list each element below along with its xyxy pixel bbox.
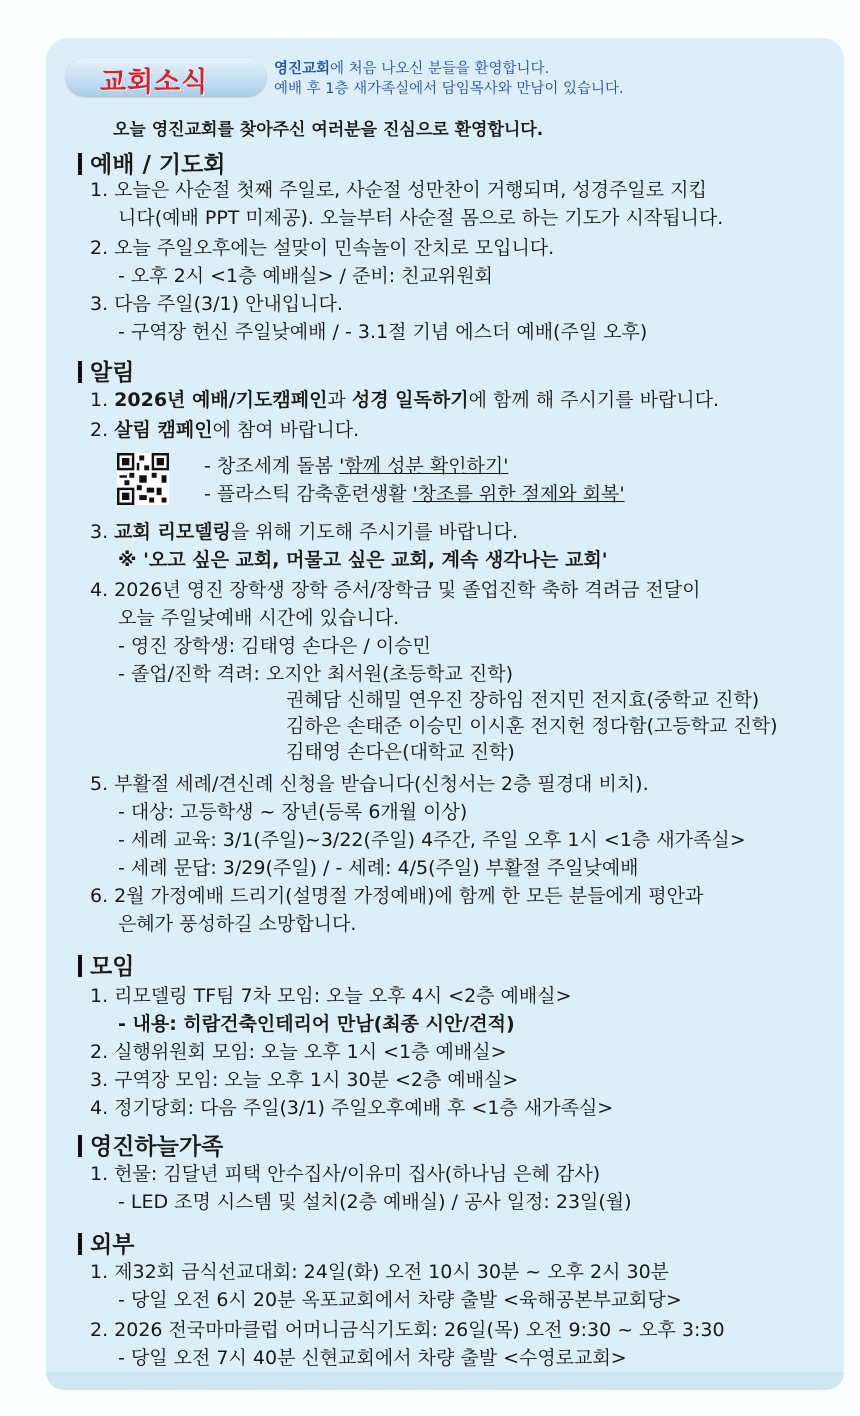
worship-item-3: 3. 다음 주일(3/1) 안내입니다. [90,293,343,315]
worship-item-3-detail: - 구역장 헌신 주일낮예배 / - 3.1절 기념 에스더 예배(주일 오후) [118,321,648,343]
section-heading-meeting: 모임 [78,948,134,981]
notice-item-3-motto: ※ '오고 싶은 교회, 머물고 싶은 교회, 계속 생각나는 교회' [118,549,608,571]
notice-item-5-baptism: - 세례 문답: 3/29(주일) / - 세례: 4/5(주일) 부활절 주일낮예배 [118,857,639,879]
meeting-item-3: 3. 구역장 모임: 오늘 오후 1시 30분 <2층 예배실> [90,1069,519,1091]
notice-item-5-target: - 대상: 고등학생 ~ 장년(등록 6개월 이상) [118,801,468,823]
qr-code-icon[interactable] [117,453,169,505]
family-item-1-detail: - LED 조명 시스템 및 설치(2층 예배실) / 공사 일정: 23일(월) [118,1191,632,1213]
church-news-logo: 교회소식 [66,58,266,96]
notice-item-4-college: 김태영 손다은(대학교 진학) [286,741,515,763]
notice-item-1: 1. 2026년 예배/기도캠페인과 성경 일독하기에 함께 해 주시기를 바랍니다. [90,389,720,411]
notice-item-2-campaign-1: - 창조세계 돌봄 '함께 성분 확인하기' [204,455,509,477]
worship-item-2: 2. 오늘 주일오후에는 설맞이 민속놀이 잔치로 모입니다. [90,237,555,259]
notice-item-3: 3. 교회 리모델링을 위해 기도해 주시기를 바랍니다. [90,521,519,543]
worship-item-1-cont: 니다(예배 PPT 미제공). 오늘부터 사순절 몸으로 하는 기도가 시작됩니다. [118,207,724,229]
worship-item-1: 1. 오늘은 사순절 첫째 주일로, 사순절 성만찬이 거행되며, 성경주일로 지킵 [90,179,707,201]
notice-item-4-scholars: - 영진 장학생: 김태영 손다은 / 이승민 [118,635,431,657]
section-heading-notice: 알림 [78,354,134,387]
notice-item-6-cont: 은혜가 풍성하길 소망합니다. [118,913,357,935]
notice-item-2: 2. 살림 캠페인에 참여 바랍니다. [90,419,360,441]
meeting-item-1-detail: - 내용: 히람건축인테리어 만남(최종 시안/견적) [118,1013,515,1035]
meeting-item-1: 1. 리모델링 TF팀 7차 모임: 오늘 오후 4시 <2층 예배실> [90,985,572,1007]
worship-item-2-detail: - 오후 2시 <1층 예배실> / 준비: 친교위원회 [118,265,493,287]
notice-item-4-high: 김하은 손태준 이승민 이시훈 전지헌 정다함(고등학교 진학) [286,715,778,737]
notice-item-4-cont: 오늘 주일낮예배 시간에 있습니다. [118,607,400,629]
notice-item-2-campaign-2: - 플라스틱 감축훈련생활 '창조를 위한 절제와 회복' [204,483,625,505]
newcomer-intro: 영진교회에 처음 나오신 분들을 환영합니다. 예배 후 1층 새가족실에서 담임목사와 만남이 있습니다. [274,61,624,97]
external-item-1-detail: - 당일 오전 6시 20분 옥포교회에서 차량 출발 <육해공본부교회당> [118,1289,682,1311]
section-heading-worship: 예배 / 기도회 [78,146,226,179]
welcome-line: 오늘 영진교회를 찾아주신 여러분을 진심으로 환영합니다. [113,120,544,140]
notice-item-4-middle: 권혜담 신해밀 연우진 장하임 전지민 전지효(중학교 진학) [286,689,760,711]
meeting-item-4: 4. 정기당회: 다음 주일(3/1) 주일오후예배 후 <1층 새가족실> [90,1097,614,1119]
notice-item-5-education: - 세례 교육: 3/1(주일)~3/22(주일) 4주간, 주일 오후 1시 <1층 새가족실> [118,829,746,851]
external-item-2-detail: - 당일 오전 7시 40분 신현교회에서 차량 출발 <수영로교회> [118,1347,627,1369]
notice-item-4-graduates: - 졸업/진학 격려: 오지안 최서원(초등학교 진학) [118,663,514,685]
church-name: 영진교회 [274,61,331,77]
external-item-2: 2. 2026 전국마마클럽 어머니금식기도회: 26일(목) 오전 9:30 ~ 오후 3:30 [90,1319,725,1341]
notice-item-6: 6. 2월 가정예배 드리기(설명절 가정예배)에 함께 한 모든 분들에게 평안과 [90,885,704,907]
notice-item-4: 4. 2026년 영진 장학생 장학 증서/장학금 및 졸업진학 축하 격려금 전달이 [90,579,701,601]
notice-item-5: 5. 부활절 세례/견신례 신청을 받습니다(신청서는 2층 필경대 비치). [90,773,649,795]
section-heading-external: 외부 [78,1226,134,1259]
family-item-1: 1. 헌물: 김달년 피택 안수집사/이유미 집사(하나님 은혜 감사) [90,1163,601,1185]
section-heading-family: 영진하늘가족 [78,1128,223,1161]
meeting-item-2: 2. 실행위원회 모임: 오늘 오후 1시 <1층 예배실> [90,1041,507,1063]
external-item-1: 1. 제32회 금식선교대회: 24일(화) 오전 10시 30분 ~ 오후 2시 30분 [90,1261,670,1283]
